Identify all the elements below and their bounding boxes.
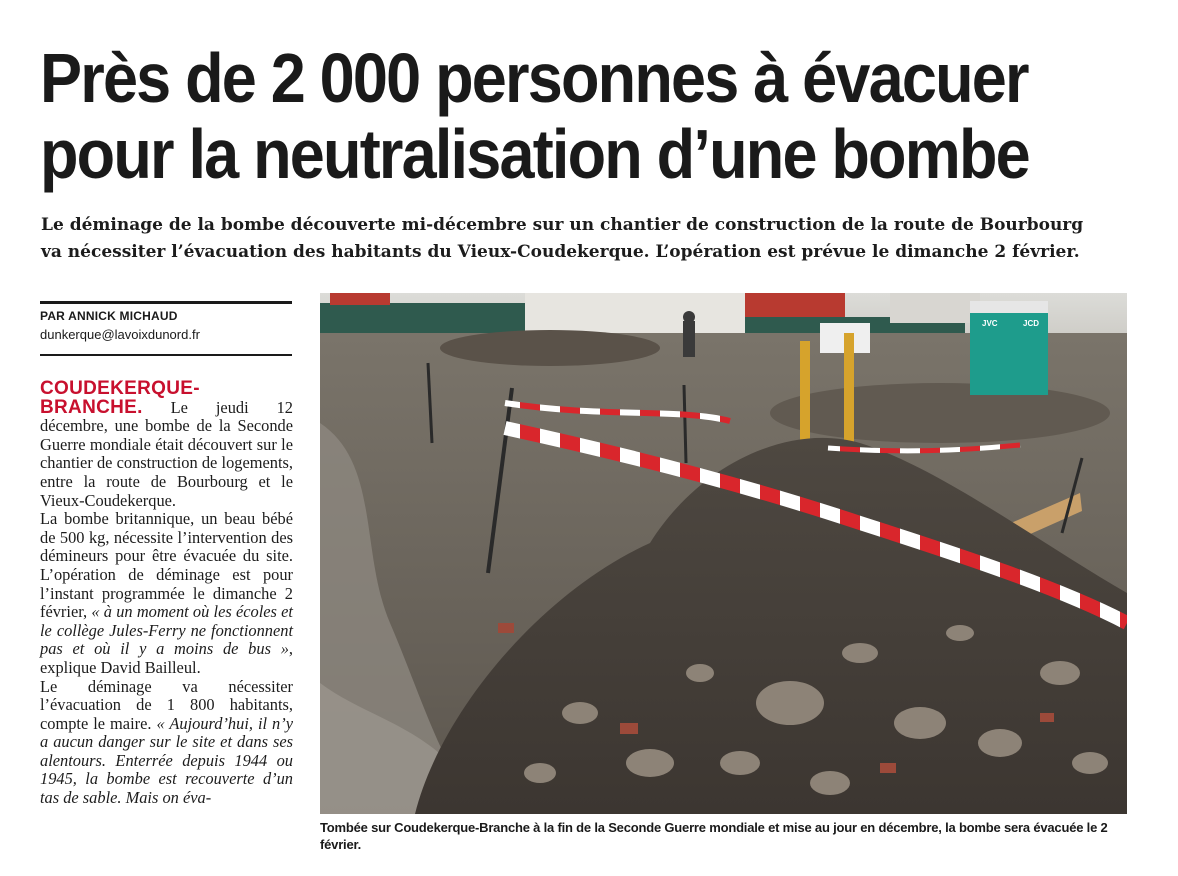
headline-line-2: pour la neutralisation d’une bombe (40, 115, 1029, 193)
article-paragraph-3-text: Le déminage va nécessiter l’évacuation de 1 800 habitants, compte le maire. (40, 676, 293, 733)
article-body (40, 380, 293, 808)
standfirst-line-2: va nécessiter l’évacuation des habitants du Vieux-Coudekerque. L’opération est prévue le dimanche 2 février. (41, 242, 1080, 262)
standfirst (41, 212, 1141, 266)
article-quote-2: « Aujourd’hui, il n’y a aucun danger sur le site et dans ses alentours. Enterrée depuis 1944 ou 1945, la bombe est recouverte d’un tas de sable. Mais on éva- (40, 713, 293, 808)
green-fence-left (320, 303, 530, 333)
portable-toilet (970, 301, 1048, 395)
red-building-right (745, 293, 845, 319)
yellow-post-2 (844, 333, 854, 453)
portable-toilet-roof (970, 301, 1048, 313)
byline-author: PAR ANNICK MICHAUD (40, 309, 178, 323)
standfirst-line-1: Le déminage de la bombe découverte mi-décembre sur un chantier de construction de la route de Bourbourg (41, 215, 1084, 235)
byline-email[interactable]: dunkerque@lavoixdunord.fr (40, 327, 200, 342)
person-head (683, 311, 695, 323)
article-quote-1: « à un moment où les écoles et le collège Jules-Ferry ne fonctionnent pas et où il y a moins de bus » (40, 602, 293, 659)
article-paragraph-2-text: La bombe britannique, un beau bébé de 500 kg, nécessite l’intervention des démineurs pour être évacuée du site. L’opération de déminage est pour l’instant programmée le dimanche 2 février, (40, 509, 293, 622)
dirt-pile-right (770, 383, 1110, 443)
person-walking (683, 321, 695, 357)
house (890, 293, 980, 323)
stake-3 (684, 385, 686, 463)
yellow-post-1 (800, 341, 810, 441)
toilet-sign-left: JVC (982, 319, 998, 328)
article-paragraph-3 (40, 678, 293, 808)
article-paragraph-1 (40, 380, 293, 510)
article-kicker: COUDEKERQUE-BRANCHE. (40, 378, 200, 418)
byline-rule-top (40, 301, 292, 304)
article-paragraph-2 (40, 510, 293, 677)
toilet-sign-right: JCD (1023, 319, 1040, 328)
red-building-left (330, 293, 390, 305)
article-paragraph-2-end: , explique David Bailleul. (40, 639, 293, 677)
article-photo (320, 293, 1127, 814)
photo-illustration (320, 293, 1127, 814)
article-paragraph-1-text: Le jeudi 12 décembre, une bombe de la Seconde Guerre mondiale était découvert sur le chantier de construction de logements, entre la route de Bourbourg et le Vieux-Coudekerque. (40, 397, 293, 510)
headline (40, 40, 1039, 192)
dirt-pile-back (440, 330, 660, 366)
byline-rule-bottom (40, 354, 292, 356)
photo-caption: Tombée sur Coudekerque-Branche à la fin de la Seconde Guerre mondiale et mise au jour en décembre, la bombe sera évacuée le 2 février. (320, 820, 1108, 852)
headline-line-1: Près de 2 000 personnes à évacuer (40, 39, 1028, 117)
